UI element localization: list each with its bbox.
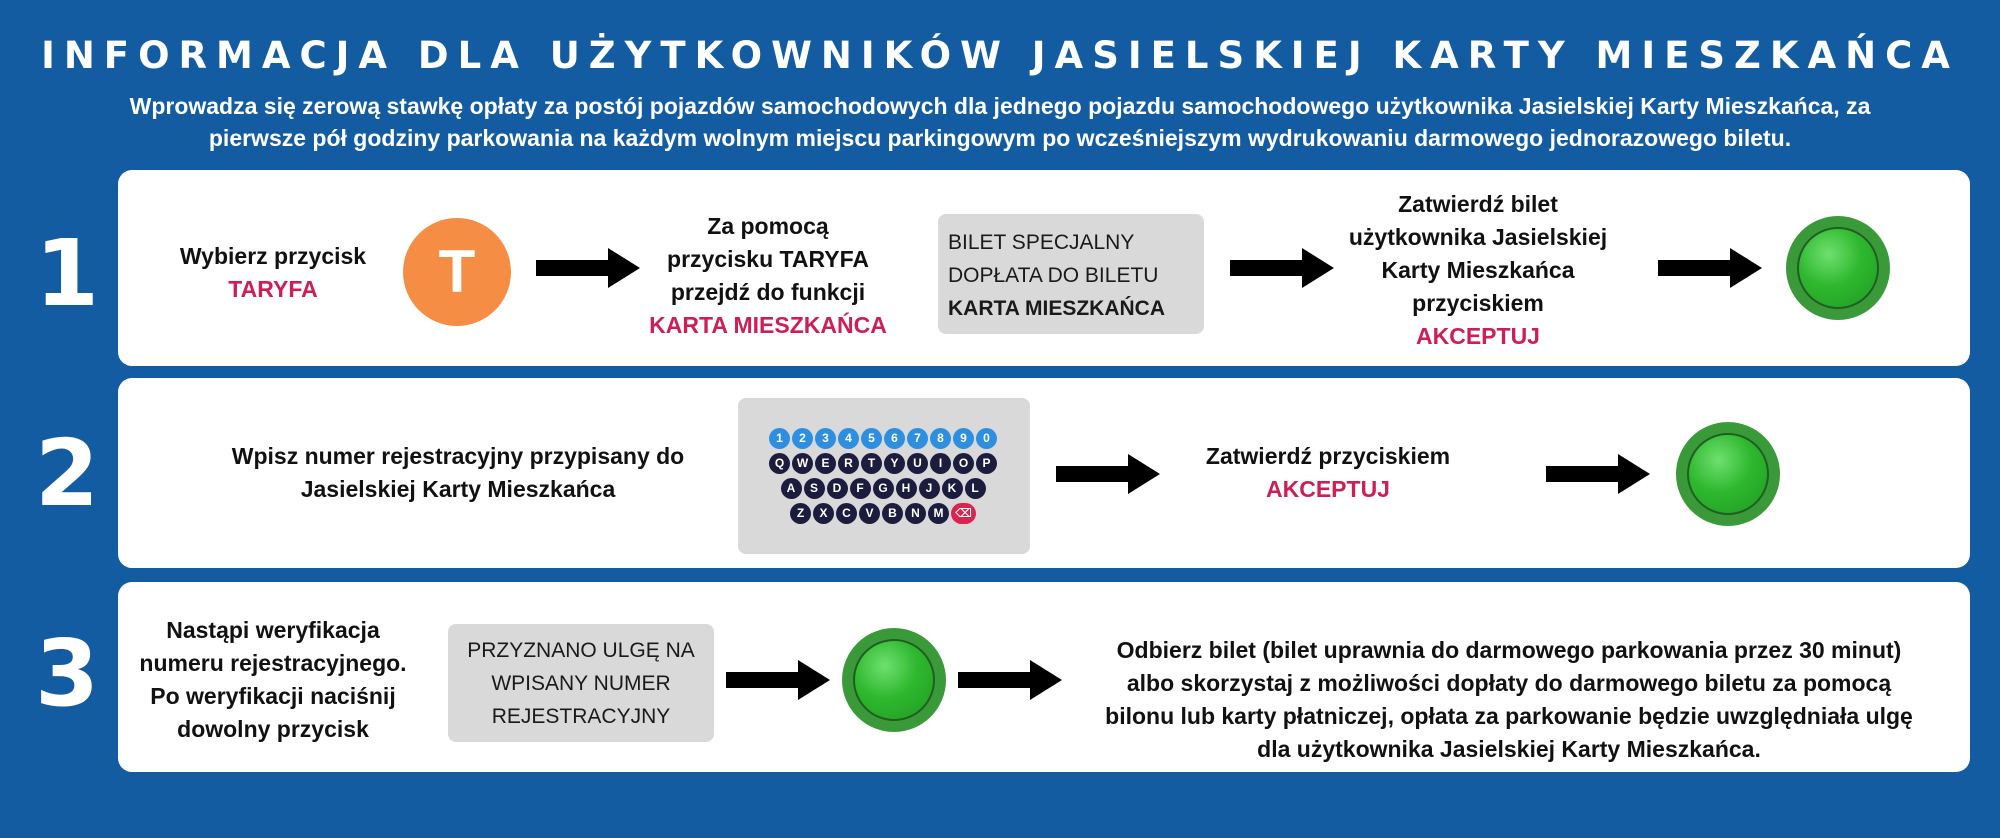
choose-label: Wybierz przycisk: [179, 243, 367, 269]
final-line-3: bilonu lub karty płatniczej, opłata za parkowanie będzie uwzględniała ulgę: [1105, 703, 1913, 729]
enter-line-1: Wpisz numer rejestracyjny przypisany do: [231, 443, 685, 469]
key: 3: [815, 428, 836, 449]
intro-line-1: Wprowadza się zerową stawkę opłaty za postój pojazdów samochodowych dla jednego pojazdu samochodowego użytkownika Jasielskiej Karty Mieszkańca, za: [129, 93, 1871, 119]
message-line-2: WPISANY NUMER: [491, 672, 671, 695]
step-2-enter-text: [208, 440, 708, 506]
menu-item-special-ticket: BILET SPECJALNY: [948, 231, 1135, 254]
key: M: [928, 503, 949, 524]
menu-item-surcharge: DOPŁATA DO BILETU: [948, 264, 1159, 287]
taryfa-t-button: T: [403, 218, 511, 326]
key: G: [873, 478, 894, 499]
final-line-2: albo skorzystaj z możliwości dopłaty do darmowego biletu za pomocą: [1126, 670, 1892, 696]
final-line-4: dla użytkownika Jasielskiej Karty Mieszkańca.: [1257, 736, 1761, 762]
key: J: [919, 478, 940, 499]
key: 0: [976, 428, 997, 449]
key: 2: [792, 428, 813, 449]
key: S: [804, 478, 825, 499]
key: B: [882, 503, 903, 524]
step-1-confirm-text: [1338, 188, 1618, 353]
key: W: [792, 453, 813, 474]
arrow-right-icon: [726, 660, 830, 700]
arrow-right-icon: [1056, 454, 1160, 494]
nav-line-2: przycisku TARYFA: [667, 246, 869, 272]
nav-line-3: przejdź do funkcji: [670, 279, 866, 305]
confirm-line-3: Karty Mieszkańca: [1381, 257, 1575, 283]
step-3-panel: [118, 582, 1970, 772]
nav-highlight: KARTA MIESZKAŃCA: [649, 312, 887, 338]
key: R: [838, 453, 859, 474]
step-2-panel: [118, 378, 1970, 568]
step-2-confirm-text: [1178, 440, 1478, 506]
key: F: [850, 478, 871, 499]
confirm-line-4: przyciskiem: [1412, 290, 1544, 316]
confirm-line-2: użytkownika Jasielskiej: [1348, 224, 1608, 250]
key: 8: [930, 428, 951, 449]
key: 1: [769, 428, 790, 449]
step-3-final-text: [1064, 634, 1954, 766]
step-1-panel: [118, 170, 1970, 366]
keyboard-row-digits: [738, 428, 1028, 450]
arrow-right-icon: [958, 660, 1062, 700]
keyboard-box: [738, 398, 1030, 554]
page-title: INFORMACJA DLA UŻYTKOWNIKÓW JASIELSKIEJ KARTY MIESZKAŃCA: [41, 34, 1959, 77]
step-1-choose-text: [158, 240, 388, 306]
key: H: [896, 478, 917, 499]
verify-line-3: Po weryfikacji naciśnij: [150, 683, 396, 709]
arrow-right-icon: [1658, 248, 1762, 288]
taryfa-highlight: TARYFA: [228, 276, 318, 302]
keyboard-row-qwerty: [738, 453, 1028, 475]
key: C: [836, 503, 857, 524]
green-accept-button-icon: [1676, 422, 1780, 526]
keyboard-row-asdf: [738, 478, 1028, 500]
key: X: [813, 503, 834, 524]
key: V: [859, 503, 880, 524]
key: U: [907, 453, 928, 474]
key: L: [965, 478, 986, 499]
akceptuj-highlight: AKCEPTUJ: [1416, 323, 1540, 349]
confirm-line-1: Zatwierdź bilet: [1398, 191, 1558, 217]
key: Z: [790, 503, 811, 524]
enter-line-2: Jasielskiej Karty Mieszkańca: [300, 476, 616, 502]
verify-line-1: Nastąpi weryfikacja: [166, 617, 380, 643]
step-3-verify-text: [128, 614, 418, 746]
final-line-1: Odbierz bilet (bilet uprawnia do darmowego parkowania przez 30 minut): [1116, 637, 1902, 663]
key: O: [953, 453, 974, 474]
key: N: [905, 503, 926, 524]
key: T: [861, 453, 882, 474]
verify-line-4: dowolny przycisk: [177, 716, 369, 742]
key: P: [976, 453, 997, 474]
key: E: [815, 453, 836, 474]
key: 4: [838, 428, 859, 449]
akceptuj-highlight: AKCEPTUJ: [1266, 476, 1390, 502]
step-1-number: 1: [34, 220, 99, 327]
key: D: [827, 478, 848, 499]
message-line-1: PRZYZNANO ULGĘ NA: [467, 639, 695, 662]
discount-message-box: [448, 624, 714, 742]
keyboard-row-zxcv: [738, 503, 1028, 525]
intro-line-2: pierwsze pół godziny parkowania na każdym wolnym miejscu parkingowym po wcześniejszym wydrukowaniu darmowego jednorazowego biletu.: [208, 125, 1792, 151]
nav-line-1: Za pomocą: [707, 213, 829, 239]
step-1-nav-text: [638, 210, 898, 342]
intro-text: [60, 90, 1940, 154]
backspace-icon: ⌫: [951, 503, 976, 524]
verify-line-2: numeru rejestracyjnego.: [139, 650, 407, 676]
message-line-3: REJESTRACYJNY: [491, 705, 671, 728]
key: 7: [907, 428, 928, 449]
key: 6: [884, 428, 905, 449]
green-accept-button-icon: [1786, 216, 1890, 320]
key: 9: [953, 428, 974, 449]
menu-item-resident-card: KARTA MIESZKAŃCA: [948, 297, 1165, 320]
key: Q: [769, 453, 790, 474]
arrow-right-icon: [536, 248, 640, 288]
tariff-menu-box: [938, 214, 1204, 334]
step-2-number: 2: [34, 420, 99, 527]
arrow-right-icon: [1546, 454, 1650, 494]
green-accept-button-icon: [842, 628, 946, 732]
key: Y: [884, 453, 905, 474]
key: 5: [861, 428, 882, 449]
key: I: [930, 453, 951, 474]
arrow-right-icon: [1230, 248, 1334, 288]
step-3-number: 3: [34, 620, 99, 727]
key: K: [942, 478, 963, 499]
key: A: [781, 478, 802, 499]
confirm-label: Zatwierdź przyciskiem: [1205, 443, 1451, 469]
